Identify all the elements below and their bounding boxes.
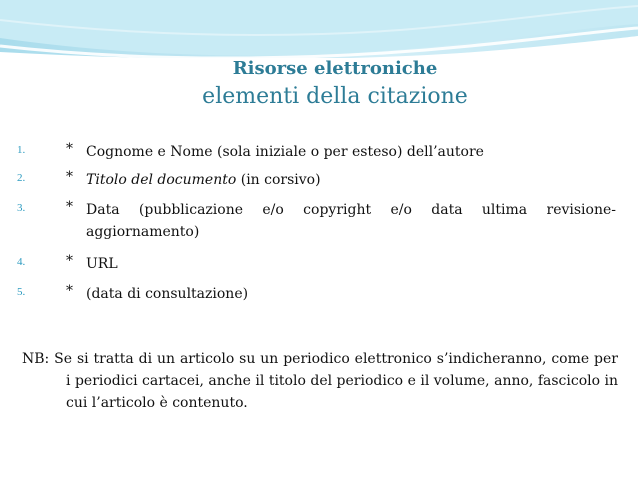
list-number: 5. — [17, 286, 26, 298]
plain-text: (in corsivo) — [236, 172, 321, 188]
list-item-text — [86, 169, 616, 191]
bullet-star: * — [66, 199, 73, 215]
decorative-banner — [0, 0, 638, 58]
bullet-star: * — [66, 253, 73, 269]
bullet-star: * — [66, 169, 73, 185]
list-item-line: aggiornamento) — [86, 224, 200, 240]
list-item-text: Cognome e Nome (sola iniziale o per esteso) dell’autore — [86, 144, 484, 160]
list-item-line: Data (pubblicazione e/o copyright e/o data ultima revisione- — [86, 202, 616, 218]
list-number: 3. — [17, 202, 26, 214]
list-number: 4. — [17, 256, 26, 268]
list-item-text — [86, 199, 616, 243]
list-item-text: URL — [86, 256, 118, 272]
bullet-star: * — [66, 283, 73, 299]
italic-text: Titolo del documento — [86, 172, 237, 188]
list-item-text: (data di consultazione) — [86, 286, 249, 302]
list-number: 2. — [17, 172, 26, 184]
slide-title: Risorse elettroniche — [232, 58, 438, 79]
slide-subtitle: elementi della citazione — [202, 84, 468, 109]
note-paragraph: NB: Se si tratta di un articolo su un periodico elettronico s’indicheranno, come per i periodici cartacei, anche il titolo del periodico e il volume, anno, fascicolo in cui l’articolo è contenuto. — [22, 351, 618, 411]
bullet-star: * — [66, 141, 73, 157]
list-number: 1. — [17, 144, 26, 156]
